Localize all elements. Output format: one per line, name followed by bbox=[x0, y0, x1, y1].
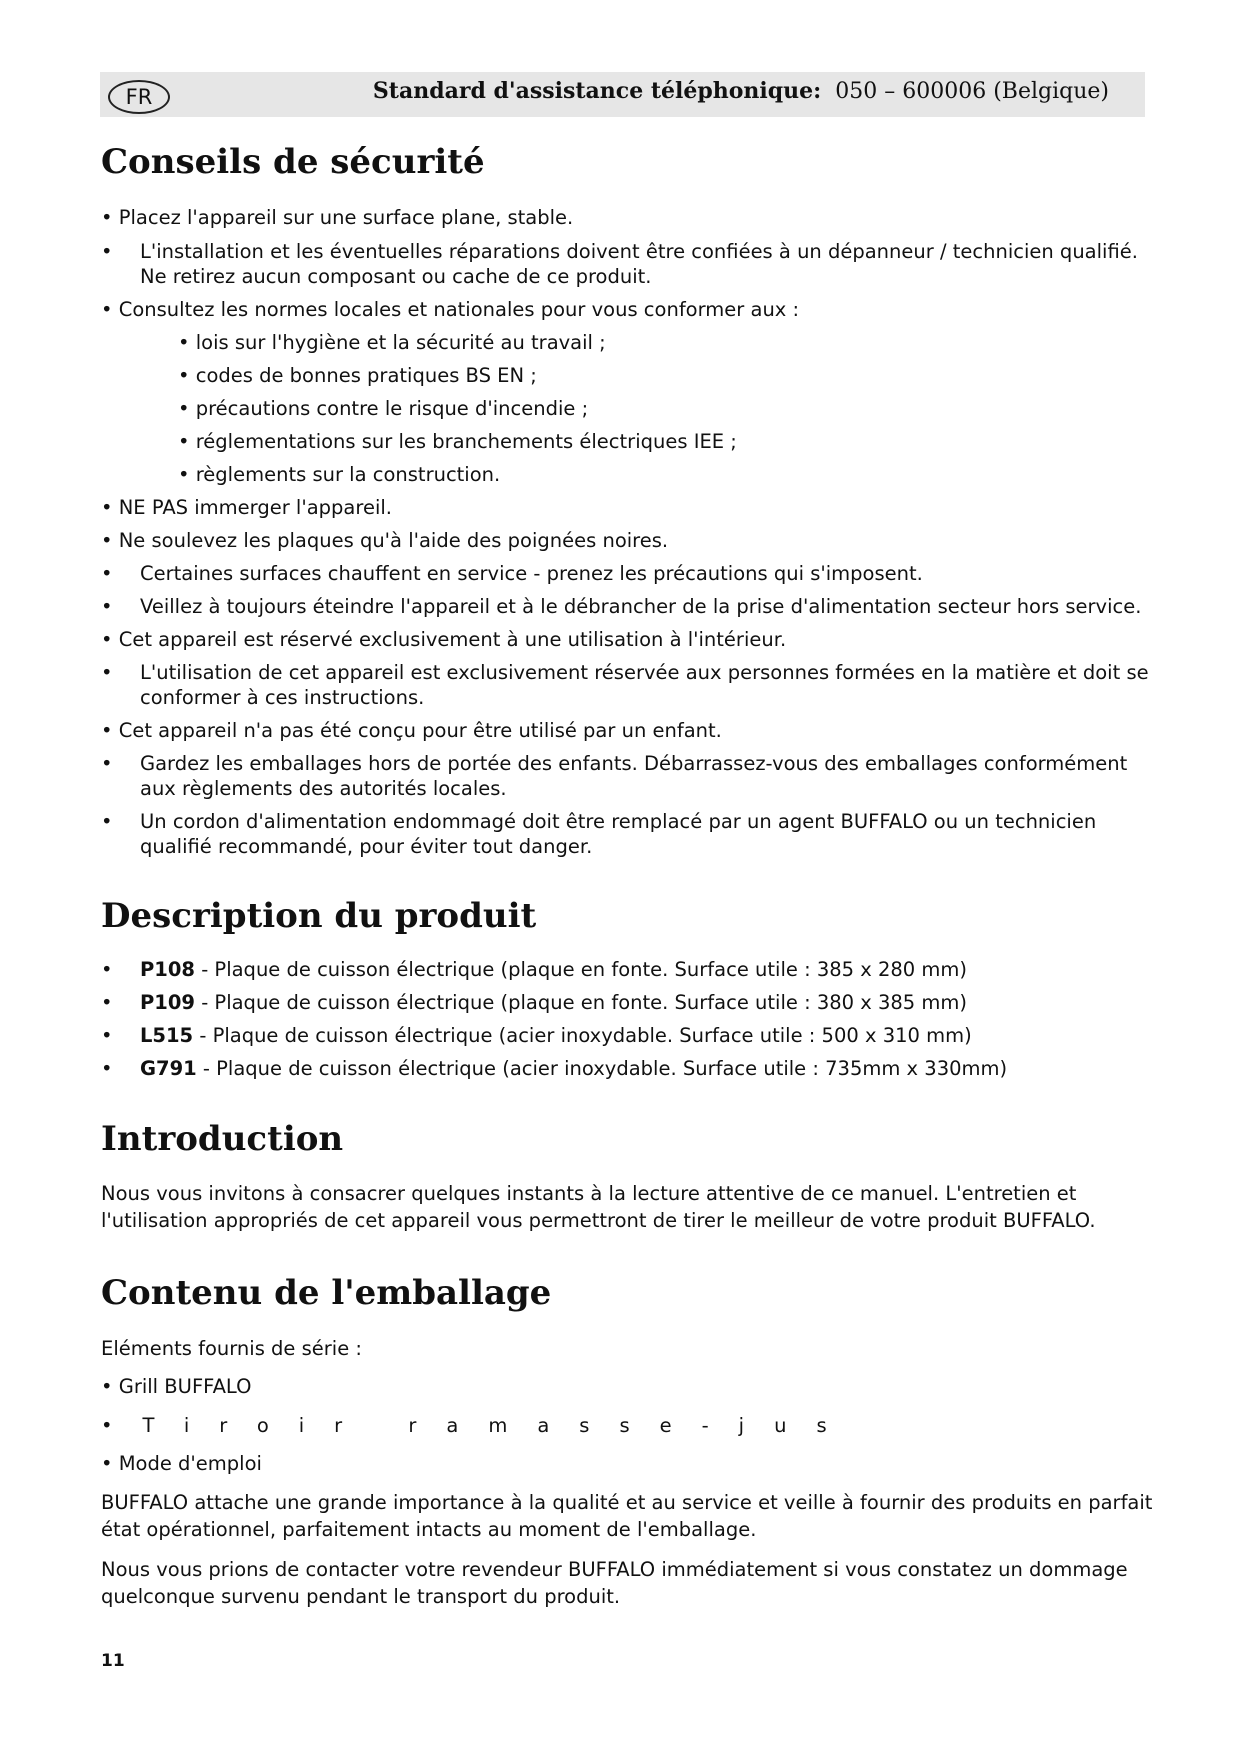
page-number: 11 bbox=[101, 1651, 125, 1671]
safety-item: Un cordon d'alimentation endommagé doit être remplacé par un agent BUFFALO ou un technicien bbox=[140, 810, 1097, 833]
bullet: • bbox=[101, 240, 113, 263]
product-code: P108 bbox=[140, 958, 195, 981]
product-item: L515 - Plaque de cuisson électrique (acier inoxydable. Surface utile : 500 x 310 mm) bbox=[140, 1024, 972, 1047]
bullet: • bbox=[101, 1024, 113, 1047]
product-code: L515 bbox=[140, 1024, 194, 1047]
intro-title: Introduction bbox=[101, 1119, 344, 1159]
safety-item: conformer à ces instructions. bbox=[140, 686, 425, 709]
safety-item: • Cet appareil n'a pas été conçu pour être utilisé par un enfant. bbox=[101, 719, 722, 742]
contents-item: • Grill BUFFALO bbox=[101, 1375, 252, 1398]
safety-title: Conseils de sécurité bbox=[101, 142, 485, 182]
product-item: G791 - Plaque de cuisson électrique (acier inoxydable. Surface utile : 735mm x 330mm) bbox=[140, 1057, 1008, 1080]
safety-item: • NE PAS immerger l'appareil. bbox=[101, 496, 392, 519]
safety-item: L'installation et les éventuelles réparations doivent être confiées à un dépanneur / technicien qualifié. bbox=[140, 240, 1138, 263]
language-badge: FR bbox=[108, 80, 170, 114]
bullet: • bbox=[101, 1057, 113, 1080]
bullet: • bbox=[101, 810, 113, 833]
hotline bbox=[373, 78, 1109, 104]
hotline-label: Standard d'assistance téléphonique: bbox=[372, 78, 822, 104]
contents-lead: Eléments fournis de série : bbox=[101, 1337, 362, 1360]
safety-item: qualifié recommandé, pour éviter tout danger. bbox=[140, 835, 593, 858]
bullet: • bbox=[101, 991, 113, 1014]
safety-item: Gardez les emballages hors de portée des enfants. Débarrassez-vous des emballages conformément bbox=[140, 752, 1128, 775]
bullet: • bbox=[101, 595, 113, 618]
product-title: Description du produit bbox=[101, 896, 537, 936]
safety-subitem: • règlements sur la construction. bbox=[178, 463, 501, 486]
safety-item: aux règlements des autorités locales. bbox=[140, 777, 507, 800]
contents-paragraph: Nous vous prions de contacter votre revendeur BUFFALO immédiatement si vous constatez un dommage bbox=[101, 1558, 1128, 1581]
safety-item: Veillez à toujours éteindre l'appareil et à le débrancher de la prise d'alimentation secteur hors service. bbox=[140, 595, 1142, 618]
product-item: P108 - Plaque de cuisson électrique (plaque en fonte. Surface utile : 385 x 280 mm) bbox=[140, 958, 968, 981]
bullet: • bbox=[101, 562, 113, 585]
safety-subitem: • précautions contre le risque d'incendie ; bbox=[178, 397, 589, 420]
safety-subitem: • codes de bonnes pratiques BS EN ; bbox=[178, 364, 537, 387]
intro-line: Nous vous invitons à consacrer quelques instants à la lecture attentive de ce manuel. L'entretien et bbox=[101, 1182, 1077, 1205]
safety-item: • Ne soulevez les plaques qu'à l'aide des poignées noires. bbox=[101, 529, 669, 552]
product-item: P109 - Plaque de cuisson électrique (plaque en fonte. Surface utile : 380 x 385 mm) bbox=[140, 991, 968, 1014]
bullet: • bbox=[101, 661, 113, 684]
product-code: P109 bbox=[140, 991, 195, 1014]
safety-item: • Placez l'appareil sur une surface plane, stable. bbox=[101, 206, 574, 229]
hotline-number: 050 – 600006 (Belgique) bbox=[835, 79, 1109, 104]
safety-item: Ne retirez aucun composant ou cache de ce produit. bbox=[140, 265, 652, 288]
contents-paragraph: quelconque survenu pendant le transport du produit. bbox=[101, 1585, 621, 1608]
contents-paragraph: état opérationnel, parfaitement intacts au moment de l'emballage. bbox=[101, 1518, 757, 1541]
safety-subitem: • réglementations sur les branchements électriques IEE ; bbox=[178, 430, 737, 453]
contents-item: • Mode d'emploi bbox=[101, 1452, 262, 1475]
safety-subitem: • lois sur l'hygiène et la sécurité au travail ; bbox=[178, 331, 606, 354]
contents-item: •Tiroir ramasse-jus bbox=[101, 1414, 857, 1437]
safety-item: L'utilisation de cet appareil est exclusivement réservée aux personnes formées en la matière et doit se bbox=[140, 661, 1149, 684]
product-code: G791 bbox=[140, 1057, 197, 1080]
contents-paragraph: BUFFALO attache une grande importance à la qualité et au service et veille à fournir des produits en parfait bbox=[101, 1491, 1153, 1514]
intro-line: l'utilisation appropriés de cet appareil vous permettront de tirer le meilleur de votre produit BUFFALO. bbox=[101, 1209, 1096, 1232]
safety-item: • Consultez les normes locales et nationales pour vous conformer aux : bbox=[101, 298, 800, 321]
bullet: • bbox=[101, 752, 113, 775]
safety-item: • Cet appareil est réservé exclusivement à une utilisation à l'intérieur. bbox=[101, 628, 787, 651]
bullet: • bbox=[101, 958, 113, 981]
contents-title: Contenu de l'emballage bbox=[101, 1273, 552, 1313]
safety-item: Certaines surfaces chauffent en service - prenez les précautions qui s'imposent. bbox=[140, 562, 923, 585]
